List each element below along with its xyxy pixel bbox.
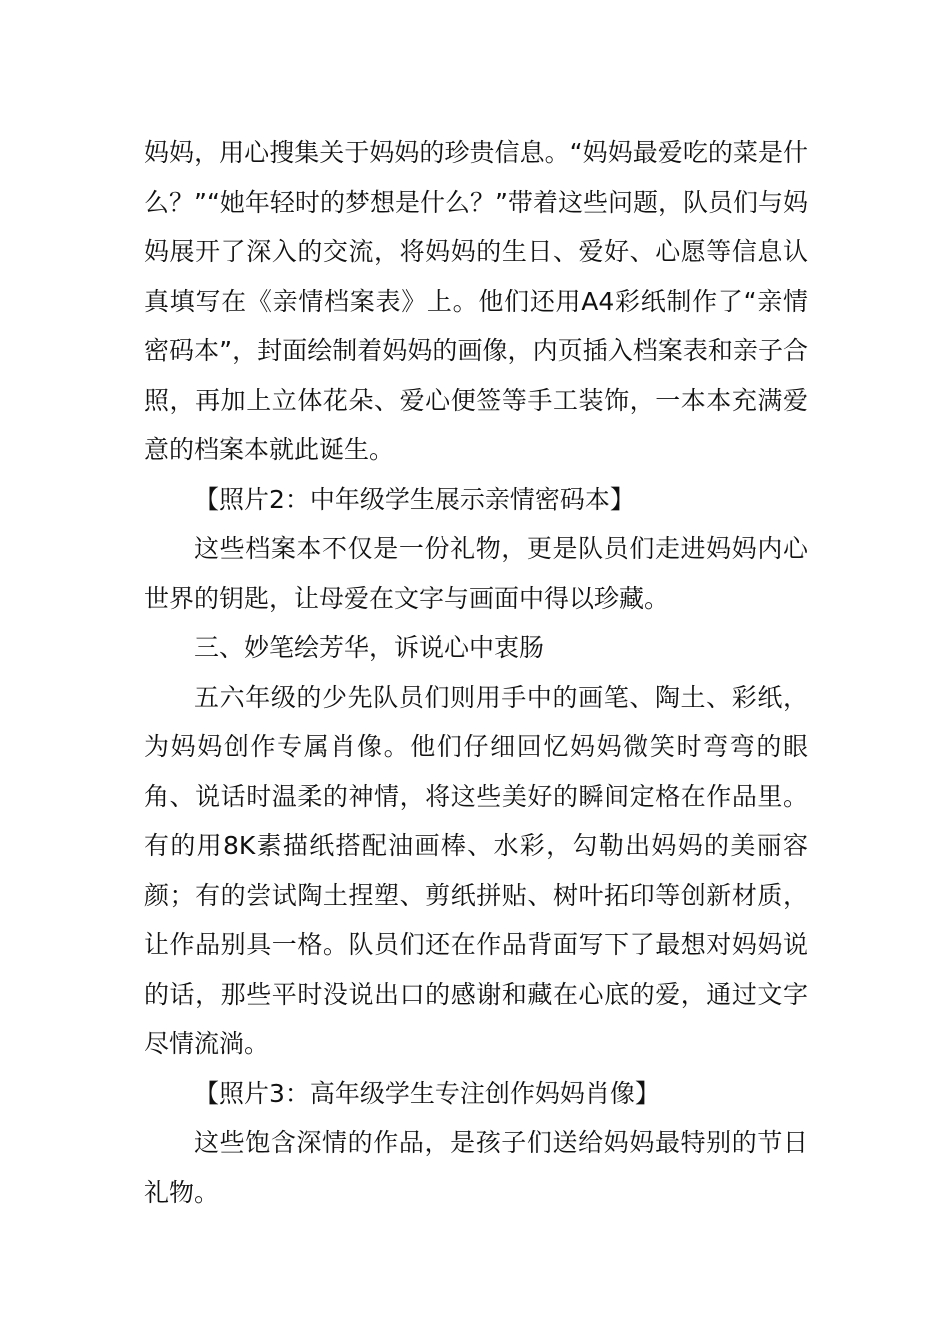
photo-caption-3: 【照片3：高年级学生专注创作妈妈肖像】 bbox=[194, 1078, 660, 1108]
paragraph-archive-description: 妈妈，用心搜集关于妈妈的珍贵信息。“妈妈最爱吃的菜是什么？”“她年轻时的梦想是什么？”带着这些问题，队员们与妈妈展开了深入的交流，将妈妈的生日、爱好、心愿等信息认真填写在《亲情档案表》上。他们还用A4彩纸制作了“亲情密码本”，封面绘制着妈妈的画像，内页插入档案表和亲子合照，再加上立体花朵、爱心便签等手工装饰，一本本充满爱意的档案本就此诞生。 bbox=[144, 138, 808, 464]
paragraph-portrait-creation: 五六年级的少先队员们则用手中的画笔、陶土、彩纸，为妈妈创作专属肖像。他们仔细回忆妈妈微笑时弯弯的眼角、说话时温柔的神情，将这些美好的瞬间定格在作品里。有的用8K素描纸搭配油画棒、水彩，勾勒出妈妈的美丽容颜；有的尝试陶土捏塑、剪纸拼贴、树叶拓印等创新材质，让作品别具一格。队员们还在作品背面写下了最想对妈妈说的话，那些平时没说出口的感谢和藏在心底的爱，通过文字尽情流淌。 bbox=[144, 682, 808, 1058]
paragraph-closing: 这些饱含深情的作品，是孩子们送给妈妈最特别的节日礼物。 bbox=[144, 1128, 808, 1207]
paragraph-archive-meaning: 这些档案本不仅是一份礼物，更是队员们走进妈妈内心世界的钥匙，让母爱在文字与画面中得以珍藏。 bbox=[144, 534, 808, 613]
section-heading-3: 三、妙笔绘芳华，诉说心中衷肠 bbox=[194, 633, 545, 662]
photo-caption-2: 【照片2：中年级学生展示亲情密码本】 bbox=[194, 484, 635, 514]
document-body bbox=[144, 128, 808, 1217]
